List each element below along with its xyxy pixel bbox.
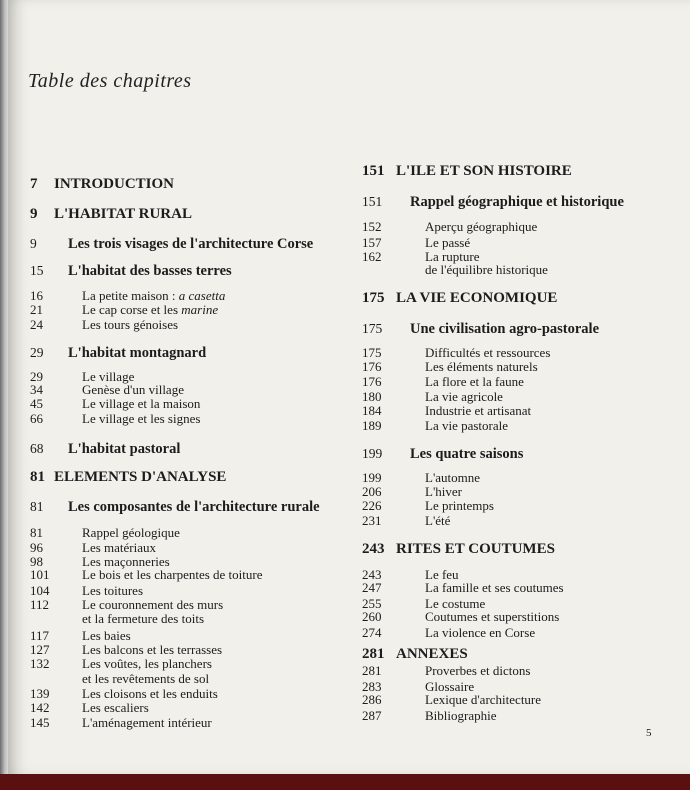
toc-entry-title: Coutumes et superstitions (425, 609, 560, 624)
toc-page-number: 283 (362, 679, 382, 694)
toc-page-number: 132 (30, 656, 50, 671)
toc-entry-title: Les composantes de l'architecture rurale (68, 499, 320, 515)
toc-entry-title: Glossaire (425, 679, 475, 694)
toc-page-number: 260 (362, 609, 382, 624)
toc-entry-title: ELEMENTS D'ANALYSE (54, 469, 227, 485)
toc-page-number: 81 (30, 525, 43, 540)
toc-entry-title: Les baies (82, 628, 131, 643)
toc-entry-title: L'hiver (425, 484, 462, 499)
toc-entry-title: L'aménagement intérieur (82, 715, 212, 730)
toc-entry-title: Proverbes et dictons (425, 663, 531, 678)
toc-entry-title: Aperçu géographique (425, 219, 538, 234)
toc-page-number: 180 (362, 389, 382, 404)
toc-page-number: 29 (30, 345, 44, 360)
toc-entry-title: La famille et ses coutumes (425, 580, 564, 595)
toc-page-number: 142 (30, 700, 50, 715)
toc-entry-title: Le costume (425, 596, 486, 611)
toc-entry-title: Genèse d'un village (82, 382, 184, 397)
toc-entry-title: Les balcons et les terrasses (82, 642, 223, 657)
toc-page-number: 96 (30, 540, 43, 555)
toc-page-number: 176 (362, 359, 382, 374)
toc-page-number: 68 (30, 441, 44, 456)
toc-entry-title: L'habitat pastoral (68, 441, 181, 457)
toc-entry-title: L'HABITAT RURAL (54, 206, 192, 222)
toc-page-number: 274 (362, 625, 382, 640)
toc-entry-title: Difficultés et ressources (425, 345, 551, 360)
toc-page-number: 45 (30, 396, 43, 411)
toc-entry-title: La flore et la faune (425, 374, 524, 389)
toc-entry-title: Les matériaux (82, 540, 156, 555)
toc-entry-title: RITES ET COUTUMES (396, 541, 555, 557)
toc-entry-title: L'été (425, 513, 451, 528)
toc-entry-title: et la fermeture des toits (82, 611, 205, 626)
toc-entry-title: Lexique d'architecture (425, 692, 542, 707)
toc-page-number: 15 (30, 263, 44, 278)
toc-page-number: 139 (30, 686, 50, 701)
toc-page-number: 189 (362, 418, 382, 433)
toc-entry-title: La rupture (425, 249, 480, 264)
toc-page-number: 145 (30, 715, 50, 730)
toc-entry-title: L'automne (425, 470, 481, 485)
toc-entry-title: La petite maison : a casetta (82, 288, 226, 303)
toc-entry-title: Les voûtes, les planchers (82, 656, 212, 671)
toc-page-number: 176 (362, 374, 382, 389)
toc-entry-title: Rappel géographique et historique (410, 194, 624, 210)
toc-page-number: 9 (30, 206, 38, 222)
toc-entry-title: Le village et la maison (82, 396, 201, 411)
toc-entry-title: Les tours génoises (82, 317, 179, 332)
toc-page-number: 16 (30, 288, 43, 303)
toc-page-number: 7 (30, 176, 38, 192)
toc-page-number: 24 (30, 317, 43, 332)
toc-entry-title: Rappel géologique (82, 525, 180, 540)
toc-entry-title: Les toitures (82, 583, 144, 598)
toc-entry-title: Le village et les signes (82, 411, 201, 426)
toc-page-number: 247 (362, 580, 382, 595)
toc-entry-title: Le couronnement des murs (82, 597, 224, 612)
toc-page-number: 21 (30, 302, 43, 317)
toc-page-number: 199 (362, 470, 382, 485)
toc-page-number: 231 (362, 513, 382, 528)
toc-page-number: 199 (362, 446, 383, 461)
toc-page-number: 151 (362, 163, 385, 179)
toc-page-number: 157 (362, 235, 382, 250)
toc-page-number: 117 (30, 628, 50, 643)
toc-page-number: 184 (362, 403, 382, 418)
toc-page-number: 175 (362, 345, 382, 360)
toc-entry-title: Les cloisons et les enduits (82, 686, 218, 701)
toc-page-number: 81 (30, 469, 45, 485)
toc-page-number: 112 (30, 597, 50, 612)
toc-page-number: 34 (30, 382, 43, 397)
toc-page-number: 101 (30, 567, 50, 582)
toc-page-number: 243 (362, 541, 385, 557)
toc-page-number: 66 (30, 411, 43, 426)
toc-page-number: 151 (362, 194, 383, 209)
toc-entry-title: Le bois et les charpentes de toiture (82, 567, 263, 582)
toc-page-number: 9 (30, 236, 37, 251)
toc-page-number: 162 (362, 249, 382, 264)
page-number: 5 (646, 727, 652, 739)
toc-page-number: 175 (362, 290, 385, 306)
toc-page-number: 286 (362, 692, 382, 707)
toc-entry-title: LA VIE ECONOMIQUE (396, 290, 558, 306)
toc-page-number: 287 (362, 708, 382, 723)
toc-entry-title: Une civilisation agro-pastorale (410, 321, 600, 337)
toc-entry-title: de l'équilibre historique (425, 262, 548, 277)
toc-page-number: 206 (362, 484, 382, 499)
toc-page-number: 226 (362, 498, 382, 513)
toc-page-number: 281 (362, 646, 385, 662)
toc-entry-title: Le cap corse et les marine (82, 302, 219, 317)
page-title (28, 70, 192, 93)
toc-entry-title: Les escaliers (82, 700, 149, 715)
toc-entry-title: et les revêtements de sol (82, 671, 210, 686)
toc-entry-title: Les éléments naturels (425, 359, 538, 374)
book-spine (0, 0, 8, 774)
toc-page-number: 104 (30, 583, 50, 598)
toc-entry-title: ANNEXES (396, 646, 468, 662)
toc-page-number: 175 (362, 321, 383, 336)
toc-entry-title: L'habitat montagnard (68, 345, 207, 361)
toc-page-number: 81 (30, 499, 44, 514)
toc-page-number: 152 (362, 219, 382, 234)
toc-entry-title: Le village (82, 369, 135, 384)
title-rest: des chapitres (74, 70, 192, 92)
toc-entry-title: Le passé (425, 235, 471, 250)
toc-page-number: 98 (30, 554, 43, 569)
toc-entry-title: Le feu (425, 567, 459, 582)
toc-page-number: 243 (362, 567, 382, 582)
toc-entry-title: La violence en Corse (425, 625, 536, 640)
toc-entry-title: La vie pastorale (425, 418, 509, 433)
toc-page-number: 29 (30, 369, 43, 384)
toc-page-number: 281 (362, 663, 382, 678)
toc-entry-title: INTRODUCTION (54, 176, 175, 192)
toc-entry-title: L'habitat des basses terres (68, 263, 232, 279)
toc-entry-title: Bibliographie (425, 708, 497, 723)
title-main: Table (28, 70, 75, 92)
toc-entry-title: La vie agricole (425, 389, 503, 404)
toc-entry-title: L'ILE ET SON HISTOIRE (396, 163, 572, 179)
toc-page-number: 255 (362, 596, 382, 611)
toc-entry-title: Le printemps (425, 498, 494, 513)
toc-entry-title: Les quatre saisons (410, 446, 524, 462)
toc-entry-title: Industrie et artisanat (425, 403, 532, 418)
toc-entry-title: Les trois visages de l'architecture Corse (68, 236, 314, 252)
toc-page-number: 127 (30, 642, 50, 657)
toc-entry-title: Les maçonneries (82, 554, 170, 569)
